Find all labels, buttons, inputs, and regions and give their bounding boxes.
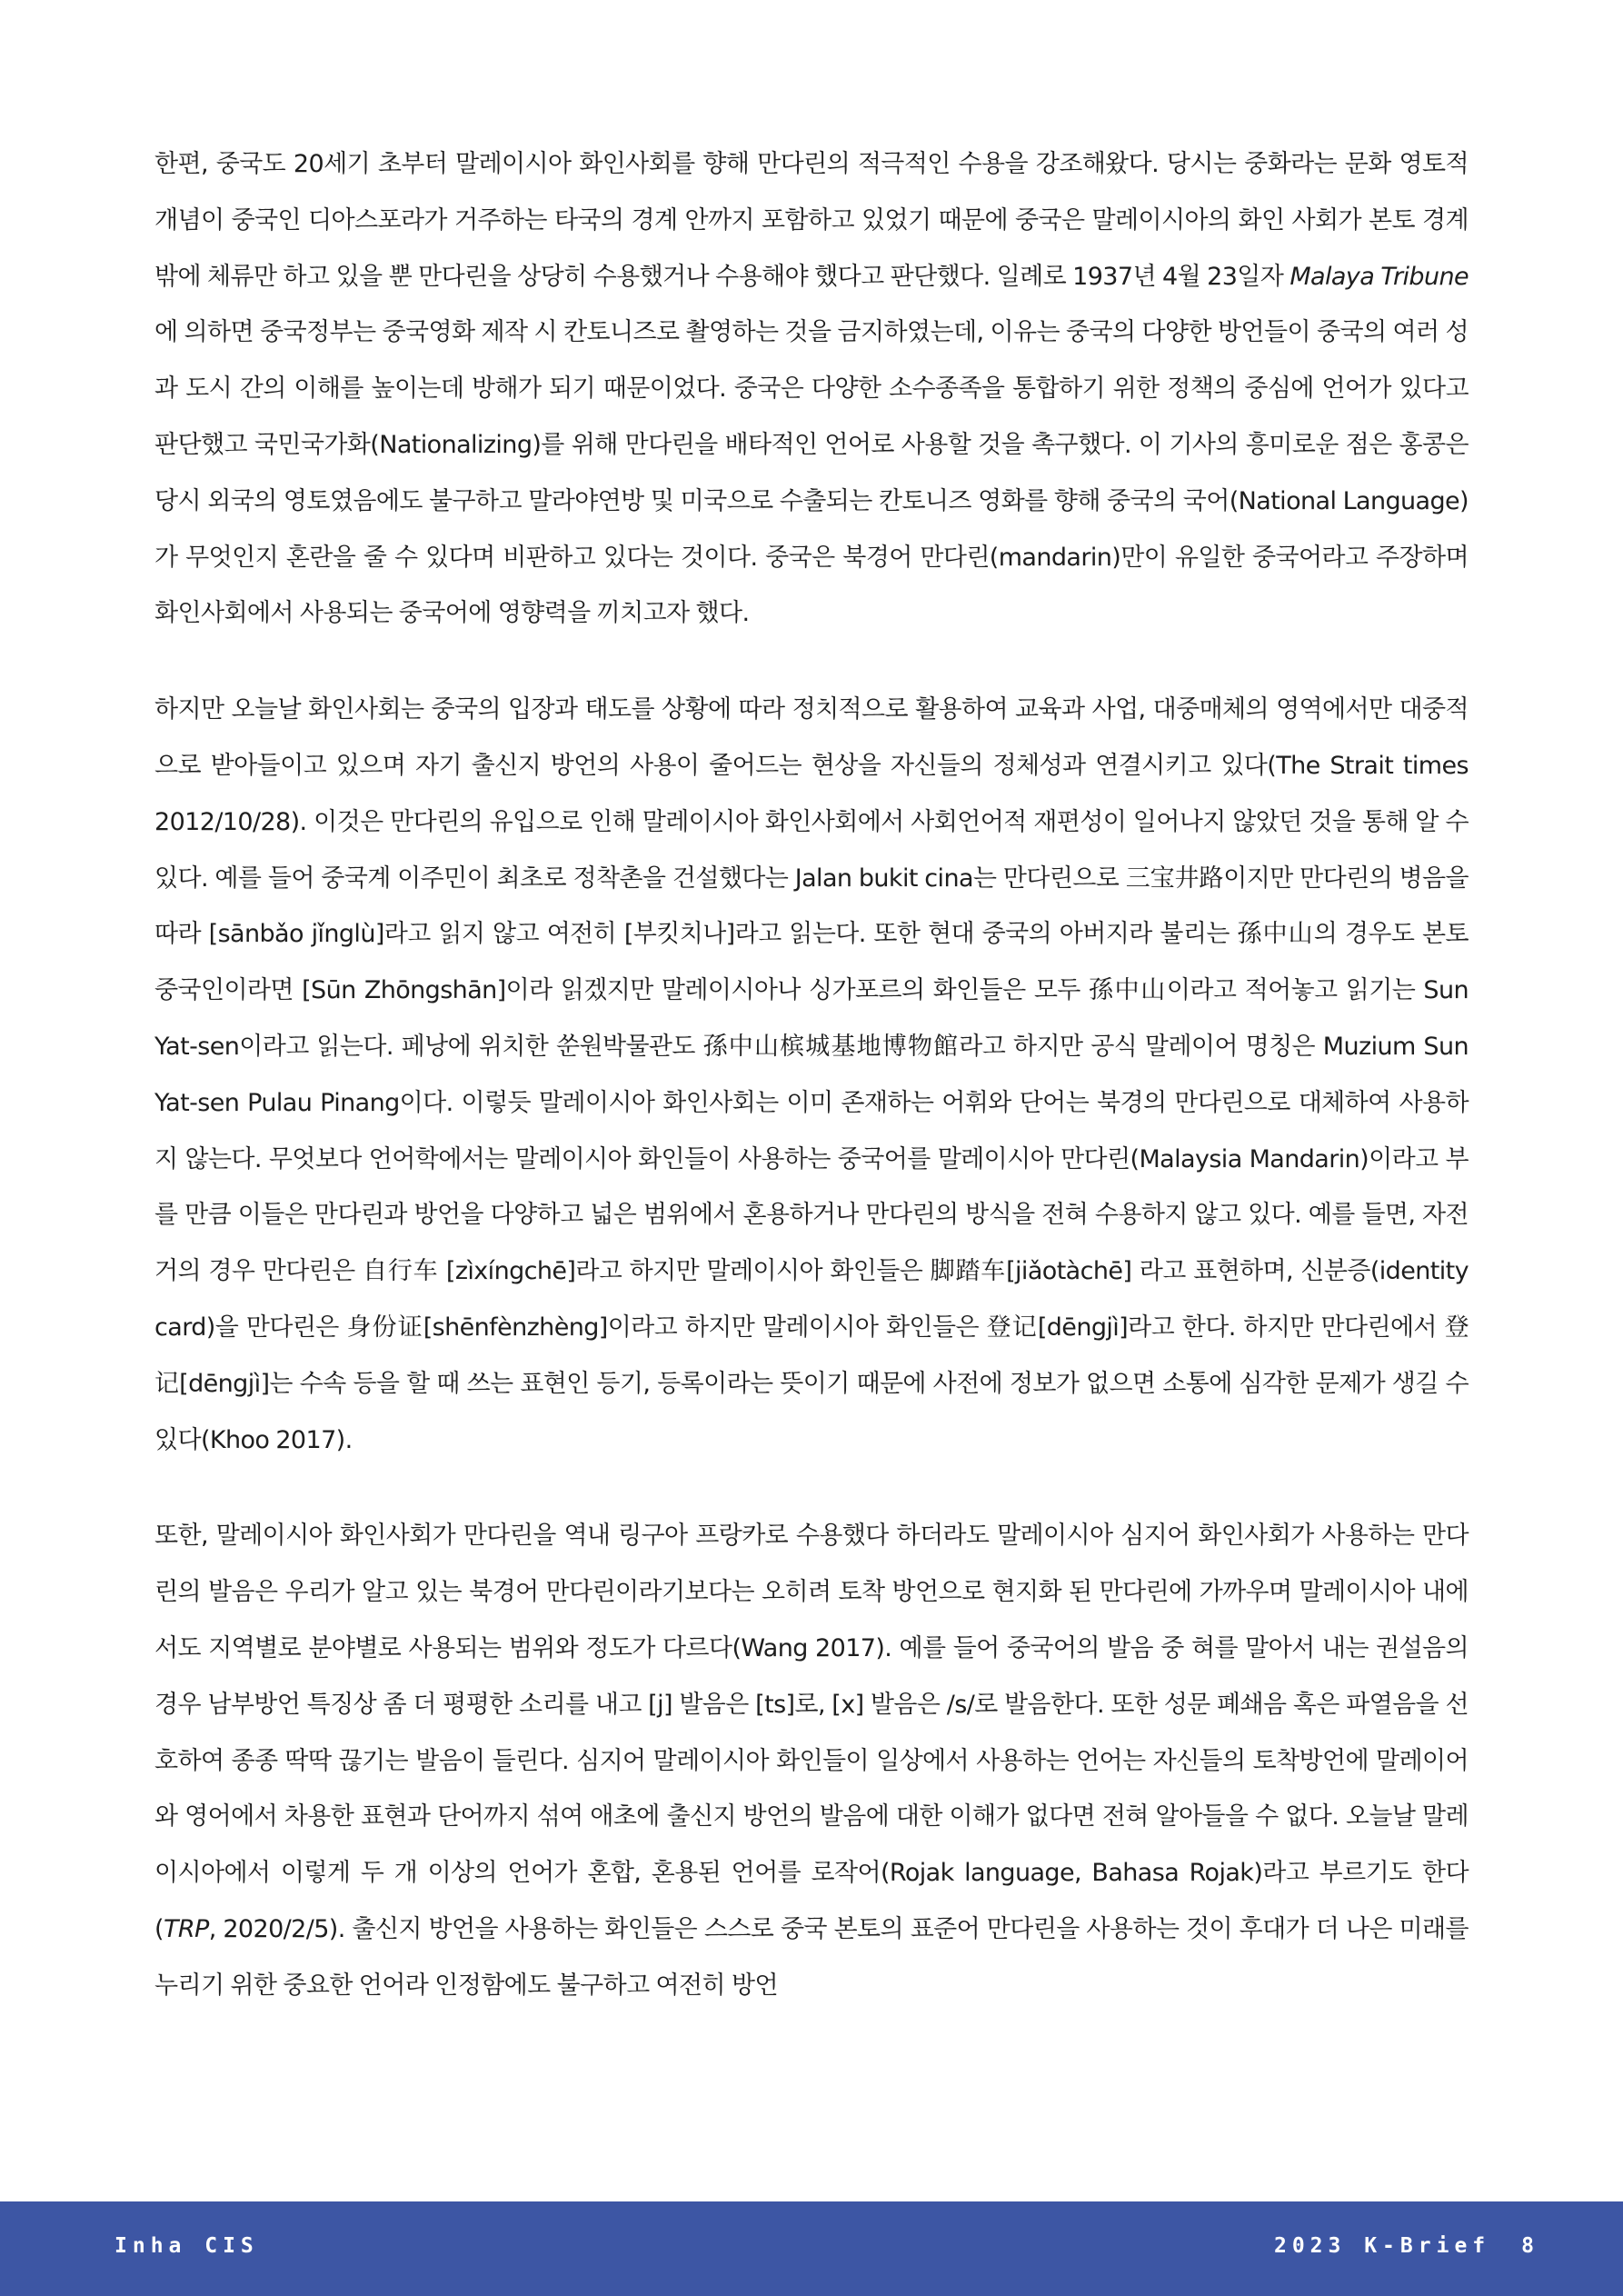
page-number: 8 <box>1521 2234 1539 2258</box>
paragraph-1-text-a: 한편, 중국도 20세기 초부터 말레이시아 화인사회를 향해 만다린의 적극적인 수용을 강조해왔다. 당시는 중화라는 문화 영토적 개념이 중국인 디아스포라가 거주하는 타국의 경계 안까지 포함하고 있었기 때문에 중국은 말레이시아의 화인 사회가 본토 경계 밖에 체류만 하고 있을 뿐 만다린을 상당히 수용했거나 수용해야 했다고 판단했다. 일례로 1937년 4월 23일자 <box>154 150 1469 291</box>
newspaper-title: Malaya Tribune <box>1289 262 1469 291</box>
page-footer <box>0 2201 1623 2296</box>
page-body <box>154 136 1469 2054</box>
paragraph-3-text-a: 또한, 말레이시아 화인사회가 만다린을 역내 링구아 프랑카로 수용했다 하더라도 말레이시아 심지어 화인사회가 사용하는 만다린의 발음은 우리가 알고 있는 북경어 만다린이라기보다는 오히려 토착 방언으로 현지화 된 만다린에 가까우며 말레이시아 내에서도 지역별로 분야별로 사용되는 범위와 정도가 다르다(Wang 2017). 예를 들어 중국어의 발음 중 혀를 말아서 내는 권설음의 경우 남부방언 특징상 좀 더 평평한 소리를 내고 [j] 발음은 [ts]로, [x] 발음은 /s/로 발음한다. 또한 성문 폐쇄음 혹은 파열음을 선호하여 종종 딱딱 끊기는 발음이 들린다. 심지어 말레이시아 화인들이 일상에서 사용하는 언어는 자신들의 토착방언에 말레이어와 영어에서 차용한 표현과 단어까지 섞여 애초에 출신지 방언의 발음에 대한 이해가 없다면 전혀 알아들을 수 없다. 오늘날 말레이시아에서 이렇게 두 개 이상의 언어가 혼합, 혼용된 언어를 로작어(Rojak language, Bahasa Rojak)라고 부르기도 한다( <box>154 1522 1469 1943</box>
footer-publication: 2023 K-Brief <box>1273 2234 1491 2258</box>
footer-info <box>1274 2234 1539 2258</box>
paragraph-1-text-b: 에 의하면 중국정부는 중국영화 제작 시 칸토니즈로 촬영하는 것을 금지하였는데, 이유는 중국의 다양한 방언들이 중국의 여러 성과 도시 간의 이해를 높이는데 방해가 되기 때문이었다. 중국은 다양한 소수종족을 통합하기 위한 정책의 중심에 언어가 있다고 판단했고 국민국가화(Nationalizing)를 위해 만다린을 배타적인 언어로 사용할 것을 촉구했다. 이 기사의 흥미로운 점은 홍콩은 당시 외국의 영토였음에도 불구하고 말라야연방 및 미국으로 수출되는 칸토니즈 영화를 향해 중국의 국어(National Language)가 무엇인지 혼란을 줄 수 있다며 비판하고 있다는 것이다. 중국은 북경어 만다린(mandarin)만이 유일한 중국어라고 주장하며 화인사회에서 사용되는 중국어에 영향력을 끼치고자 했다. <box>154 318 1469 628</box>
source-citation: TRP <box>163 1914 209 1943</box>
paragraph-3-text-b: , 2020/2/5). 출신지 방언을 사용하는 화인들은 스스로 중국 본토의 표준어 만다린을 사용하는 것이 후대가 더 나은 미래를 누리기 위한 중요한 언어라 인정함에도 불구하고 여전히 방언 <box>154 1914 1469 2000</box>
paragraph-2 <box>154 682 1469 1468</box>
paragraph-3 <box>154 1508 1469 2013</box>
paragraph-1 <box>154 136 1469 642</box>
footer-publisher: Inha CIS <box>115 2234 259 2258</box>
paragraph-2-text: 하지만 오늘날 화인사회는 중국의 입장과 태도를 상황에 따라 정치적으로 활용하여 교육과 사업, 대중매체의 영역에서만 대중적으로 받아들이고 있으며 자기 출신지 방언의 사용이 줄어드는 현상을 자신들의 정체성과 연결시키고 있다(The Strait times 2012/10/28). 이것은 만다린의 유입으로 인해 말레이시아 화인사회에서 사회언어적 재편성이 일어나지 않았던 것을 통해 알 수 있다. 예를 들어 중국계 이주민이 최초로 정착촌을 건설했다는 Jalan bukit cina는 만다린으로 三宝井路이지만 만다린의 병음을 따라 [sānbǎo jǐnglù]라고 읽지 않고 여전히 [부킷치나]라고 읽는다. 또한 현대 중국의 아버지라 불리는 孫中山의 경우도 본토 중국인이라면 [Sūn Zhōngshān]이라 읽겠지만 말레이시아나 싱가포르의 화인들은 모두 孫中山이라고 적어놓고 읽기는 Sun Yat-sen이라고 읽는다. 페낭에 위치한 쑨원박물관도 孫中山槟城基地博物館라고 하지만 공식 말레이어 명칭은 Muzium Sun Yat-sen Pulau Pinang이다. 이렇듯 말레이시아 화인사회는 이미 존재하는 어휘와 단어는 북경의 만다린으로 대체하여 사용하지 않는다. 무엇보다 언어학에서는 말레이시아 화인들이 사용하는 중국어를 말레이시아 만다린(Malaysia Mandarin)이라고 부를 만큼 이들은 만다린과 방언을 다양하고 넓은 범위에서 혼용하거나 만다린의 방식을 전혀 수용하지 않고 있다. 예를 들면, 자전거의 경우 만다린은 自行车 [zìxíngchē]라고 하지만 말레이시아 화인들은 脚踏车[jiǎotàchē] 라고 표현하며, 신분증(identity card)을 만다린은 身份证[shēnfènzhèng]이라고 하지만 말레이시아 화인들은 登记[dēngjì]라고 한다. 하지만 만다린에서 登记[dēngjì]는 수속 등을 할 때 쓰는 표현인 등기, 등록이라는 뜻이기 때문에 사전에 정보가 없으면 소통에 심각한 문제가 생길 수 있다(Khoo 2017). <box>154 695 1469 1454</box>
